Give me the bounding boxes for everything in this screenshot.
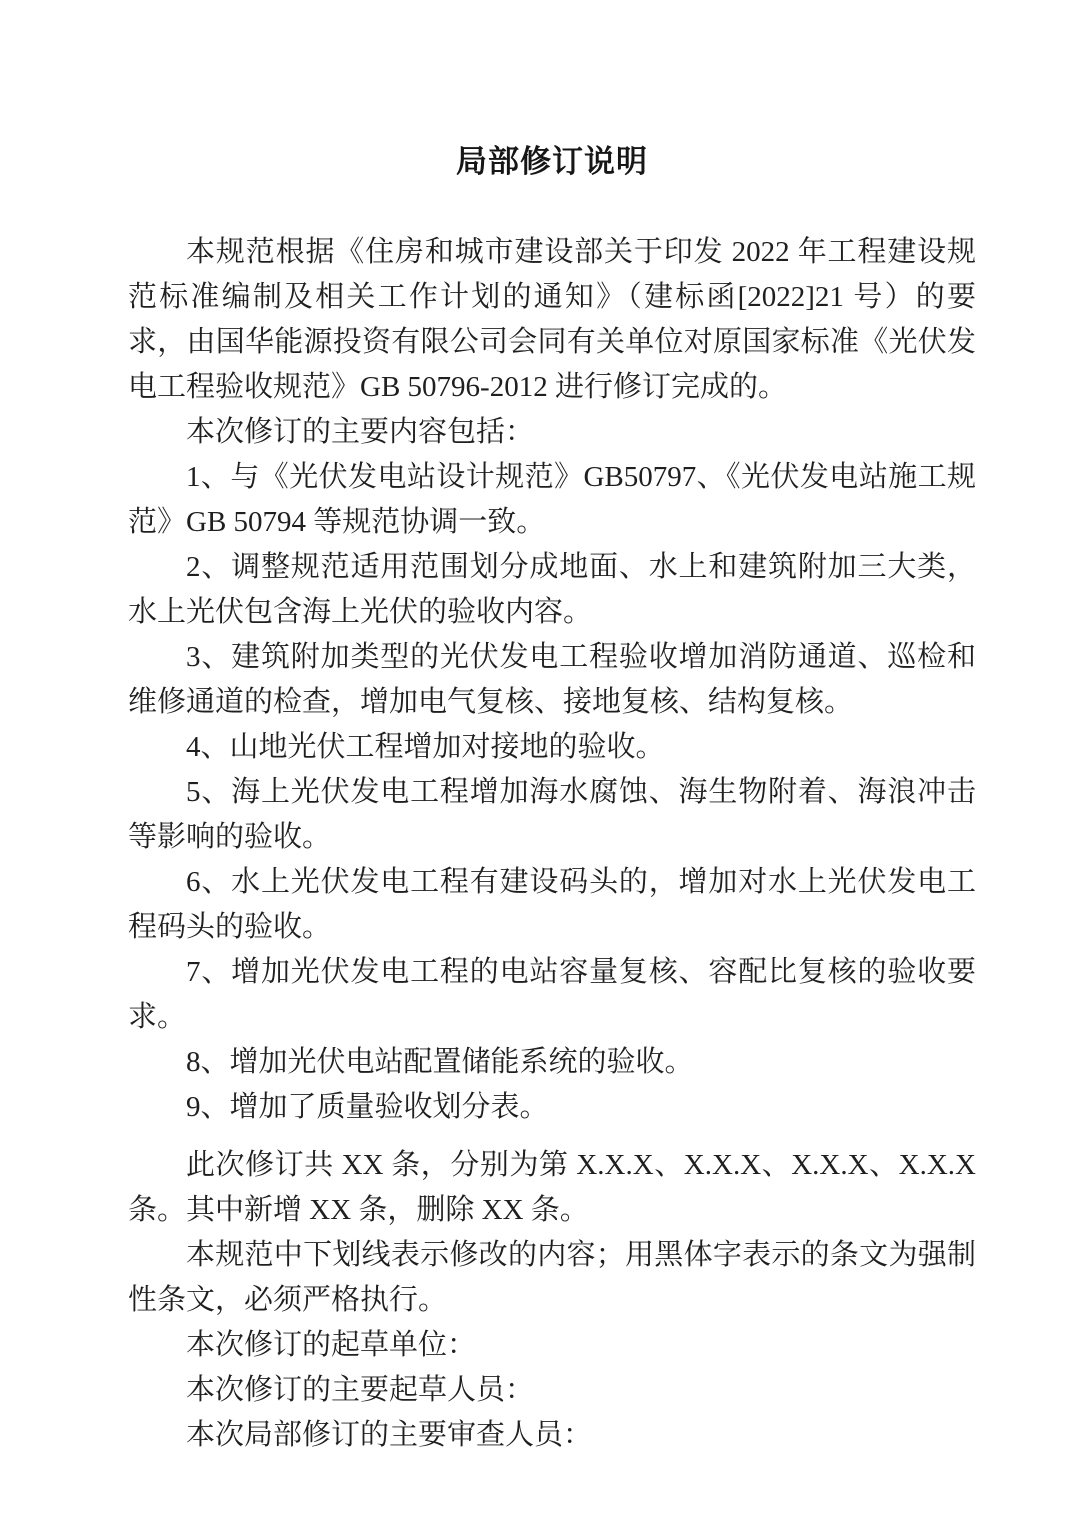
revision-item-8: 8、增加光伏电站配置储能系统的验收。 [186,1046,694,1078]
paragraph-revision-count: 此次修订共 XX 条，分别为第 X.X.X、X.X.X、X.X.X、X.X.X 条。其中新增 XX 条，删除 XX 条。 [128,1149,976,1226]
revision-item-4: 4、山地光伏工程增加对接地的验收。 [186,731,665,763]
revision-item-3: 3、建筑附加类型的光伏发电工程验收增加消防通道、巡检和维修通道的检查，增加电气复核、接地复核、结构复核。 [128,641,976,718]
page-title: 局部修订说明 [456,144,648,179]
revision-item-7: 7、增加光伏发电工程的电站容量复核、容配比复核的验收要求。 [128,956,976,1033]
revision-item-9: 9、增加了质量验收划分表。 [186,1091,549,1123]
revision-item-1: 1、与《光伏发电站设计规范》GB50797、《光伏发电站施工规范》GB 50794 等规范协调一致。 [128,461,976,538]
paragraph-lead-in: 本次修订的主要内容包括： [186,416,535,448]
paragraph-intro: 本规范根据《住房和城市建设部关于印发 2022 年工程建设规范标准编制及相关工作计划的通知》（建标函[2022]21 号）的要求，由国华能源投资有限公司会同有关单位对原国家标准《光伏发电工程验收规范》GB 50796-2012 进行修订完成的。 [128,236,976,403]
paragraph-drafting-staff: 本次修订的主要起草人员： [186,1374,535,1406]
paragraph-review-staff: 本次局部修订的主要审查人员： [186,1419,593,1451]
revision-item-2: 2、调整规范适用范围划分成地面、水上和建筑附加三大类，水上光伏包含海上光伏的验收内容。 [128,551,976,628]
document-body [128,0,976,1458]
paragraph-formatting-note: 本规范中下划线表示修改的内容；用黑体字表示的条文为强制性条文，必须严格执行。 [128,1239,976,1316]
revision-item-5: 5、海上光伏发电工程增加海水腐蚀、海生物附着、海浪冲击等影响的验收。 [128,776,976,853]
paragraph-drafting-unit: 本次修订的起草单位： [186,1329,477,1361]
revision-item-6: 6、水上光伏发电工程有建设码头的，增加对水上光伏发电工程码头的验收。 [128,866,976,943]
